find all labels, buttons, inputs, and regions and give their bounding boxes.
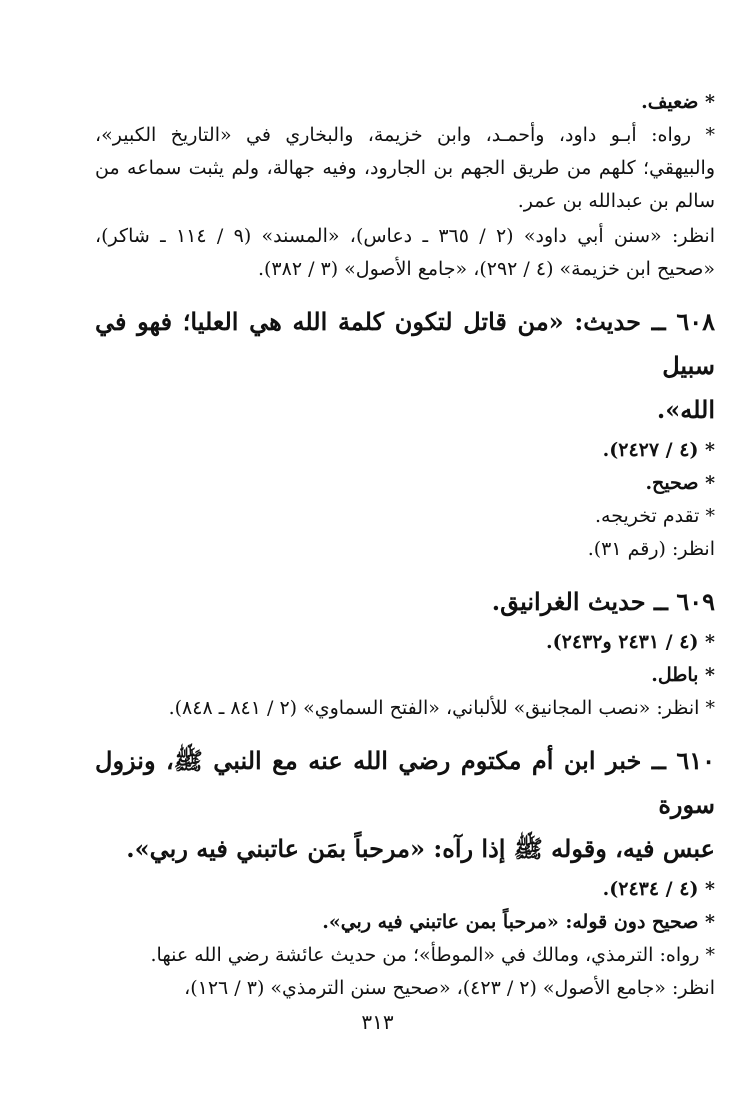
- page-number: ٣١٣: [361, 1010, 394, 1034]
- text-line: * تقدم تخريجه.: [594, 505, 715, 527]
- hadith-heading-608: ٦٠٨ ــ حديث: «من قاتل لتكون كلمة الله هي العليا؛ فهو في سبيل: [95, 307, 715, 380]
- text-line: * رواه: الترمذي، ومالك في «الموطأ»؛ من حديث عائشة رضي الله عنها.: [150, 944, 715, 966]
- page-body: [95, 86, 715, 1005]
- text-line: انظر: «جامع الأصول» (٢ / ٤٢٣)، «صحيح سنن الترمذي» (٣ / ١٢٦)،: [184, 977, 715, 999]
- text-line: * (٤ / ٢٤٣٤).: [602, 878, 715, 900]
- text-line: * ضعيف.: [641, 91, 715, 113]
- text-line: * صحيح.: [645, 472, 715, 494]
- text-line: * (٤ / ٢٤٢٧).: [602, 439, 715, 461]
- hadith-heading-610: ٦١٠ ــ خبر ابن أم مكتوم رضي الله عنه مع النبي ﷺ، ونزول سورة: [95, 746, 715, 819]
- hadith-heading-610-cont: عبس فيه، وقوله ﷺ إذا رآه: «مرحباً بمَن عاتبني فيه ربي».: [126, 834, 715, 863]
- text-line: انظر: «سنن أبي داود» (٢ / ٣٦٥ ـ دعاس)، «المسند» (٩ / ١١٤ ـ شاكر)،: [95, 225, 715, 247]
- text-line: سالم بن عبدالله بن عمر.: [517, 190, 715, 212]
- text-line: * (٤ / ٢٤٣١ و٢٤٣٢).: [546, 631, 715, 653]
- text-line: انظر: (رقم ٣١).: [587, 538, 715, 560]
- text-line: والبيهقي؛ كلهم من طريق الجهم بن الجارود، وفيه جهالة، ولم يثبت سماعه من: [95, 157, 715, 179]
- hadith-heading-609: ٦٠٩ ــ حديث الغرانيق.: [491, 587, 715, 616]
- text-line: * رواه: أبـو داود، وأحمـد، وابن خزيمة، والبخاري في «التاريخ الكبير»،: [95, 124, 715, 146]
- text-line: «صحيح ابن خزيمة» (٤ / ٢٩٢)، «جامع الأصول» (٣ / ٣٨٢).: [257, 258, 715, 280]
- text-line: * باطل.: [651, 664, 715, 686]
- text-line: * انظر: «نصب المجانيق» للألباني، «الفتح السماوي» (٢ / ٨٤١ ـ ٨٤٨).: [168, 697, 715, 719]
- text-line: * صحيح دون قوله: «مرحباً بمن عاتبني فيه ربي».: [322, 911, 715, 933]
- hadith-heading-608-cont: الله».: [656, 395, 715, 424]
